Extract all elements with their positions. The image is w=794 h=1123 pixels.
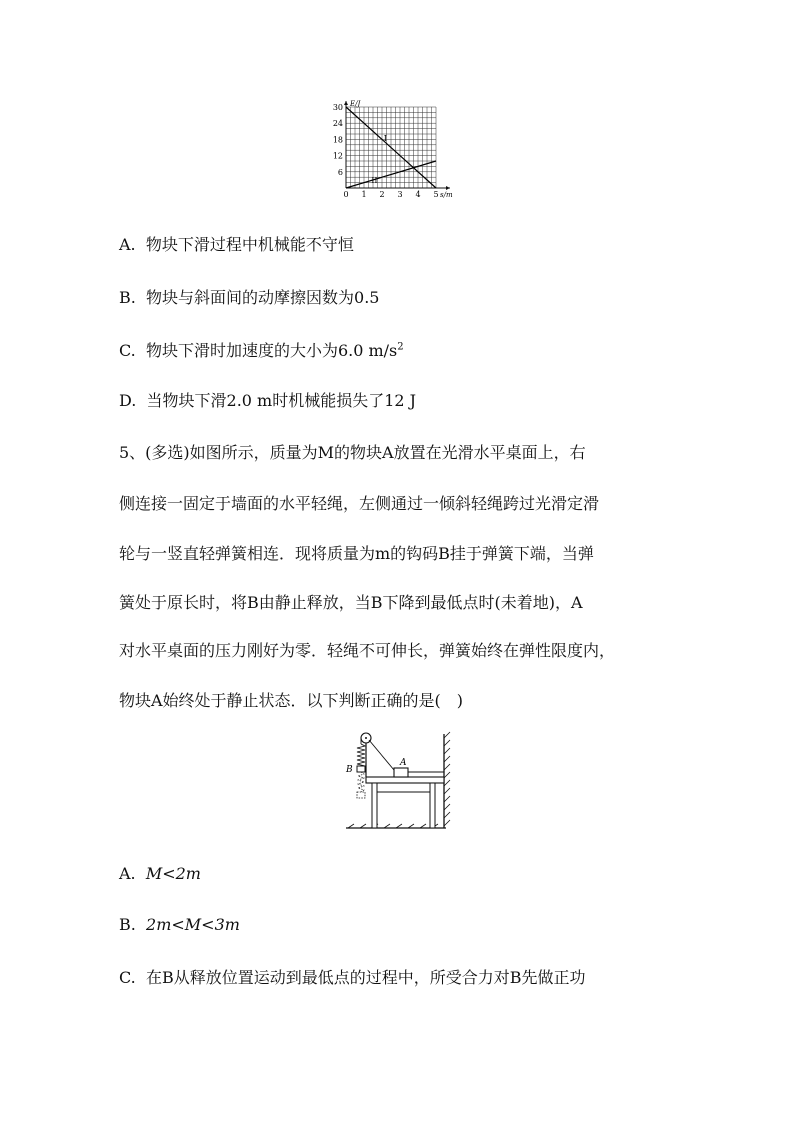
x-tick-label: 0 [343, 190, 349, 199]
label-b: B [346, 765, 353, 775]
y-tick-label: 30 [332, 103, 343, 112]
table-leg-left [372, 783, 377, 828]
option-q4-b: B. 物块与斜面间的动摩擦因数为0.5 [119, 288, 380, 307]
wall-hatching [444, 732, 450, 826]
block-a [394, 768, 408, 777]
y-tick-label: 12 [332, 151, 343, 161]
pulley-axle [365, 737, 367, 739]
label-a: A [400, 758, 407, 768]
hook-b-lowest [357, 792, 365, 798]
stretched-spring [358, 772, 364, 792]
option-q5-b: B. 2m<M<3m [119, 915, 240, 934]
table-leg-right [430, 783, 435, 828]
q5-line-3: 轮与一竖直轻弹簧相连．现将质量为m的钩码B挂于弹簧下端，当弹 [119, 544, 594, 563]
q5-line-4: 簧处于原长时，将B由静止释放，当B下降到最低点时(未着地)，A [119, 593, 583, 612]
q5-line-6: 物块A始终处于静止状态．以下判断正确的是( ) [119, 691, 464, 710]
x-tick-label: 1 [361, 190, 367, 199]
q5-line-2: 侧连接一固定于墙面的水平轻绳，左侧通过一倾斜轻绳跨过光滑定滑 [119, 494, 600, 513]
chart-axes [344, 101, 450, 190]
x-axis-arrow [446, 186, 450, 190]
x-tick-label: 3 [397, 190, 403, 199]
inclined-rope [369, 740, 394, 770]
x-tick-label: 5 [433, 190, 439, 199]
x-axis-label: s/m [440, 191, 453, 199]
y-tick-label: 6 [337, 167, 343, 177]
x-tick-label: 4 [415, 190, 421, 199]
y-axis-arrow [344, 101, 348, 105]
q5-line-1: 5、(多选)如图所示，质量为M的物块A放置在光滑水平桌面上，右 [119, 443, 586, 462]
series-label-i: I [383, 133, 387, 143]
x-tick-label: 2 [379, 190, 385, 199]
option-q4-a: A. 物块下滑过程中机械能不守恒 [119, 235, 354, 254]
energy-displacement-chart [328, 98, 458, 204]
q5-line-5: 对水平桌面的压力刚好为零．轻绳不可伸长，弹簧始终在弹性限度内， [119, 641, 616, 660]
y-tick-label: 24 [332, 119, 343, 129]
series-label-ii: II [371, 176, 378, 186]
spring [357, 744, 365, 768]
option-q4-c: C. 物块下滑时加速度的大小为6.0 $m/s^2$ [119, 341, 404, 360]
option-q5-a: A. M<2m [119, 864, 201, 883]
option-q4-d: D. 当物块下滑2.0 m时机械能损失了12 J [119, 391, 417, 410]
hook-b [357, 766, 365, 772]
table-top [366, 777, 444, 783]
y-tick-label: 18 [332, 135, 343, 145]
option-q5-c: C. 在B从释放位置运动到最低点的过程中，所受合力对B先做正功 [119, 968, 586, 987]
pulley-table-diagram [342, 728, 462, 832]
y-axis-label: E/J [350, 100, 361, 108]
